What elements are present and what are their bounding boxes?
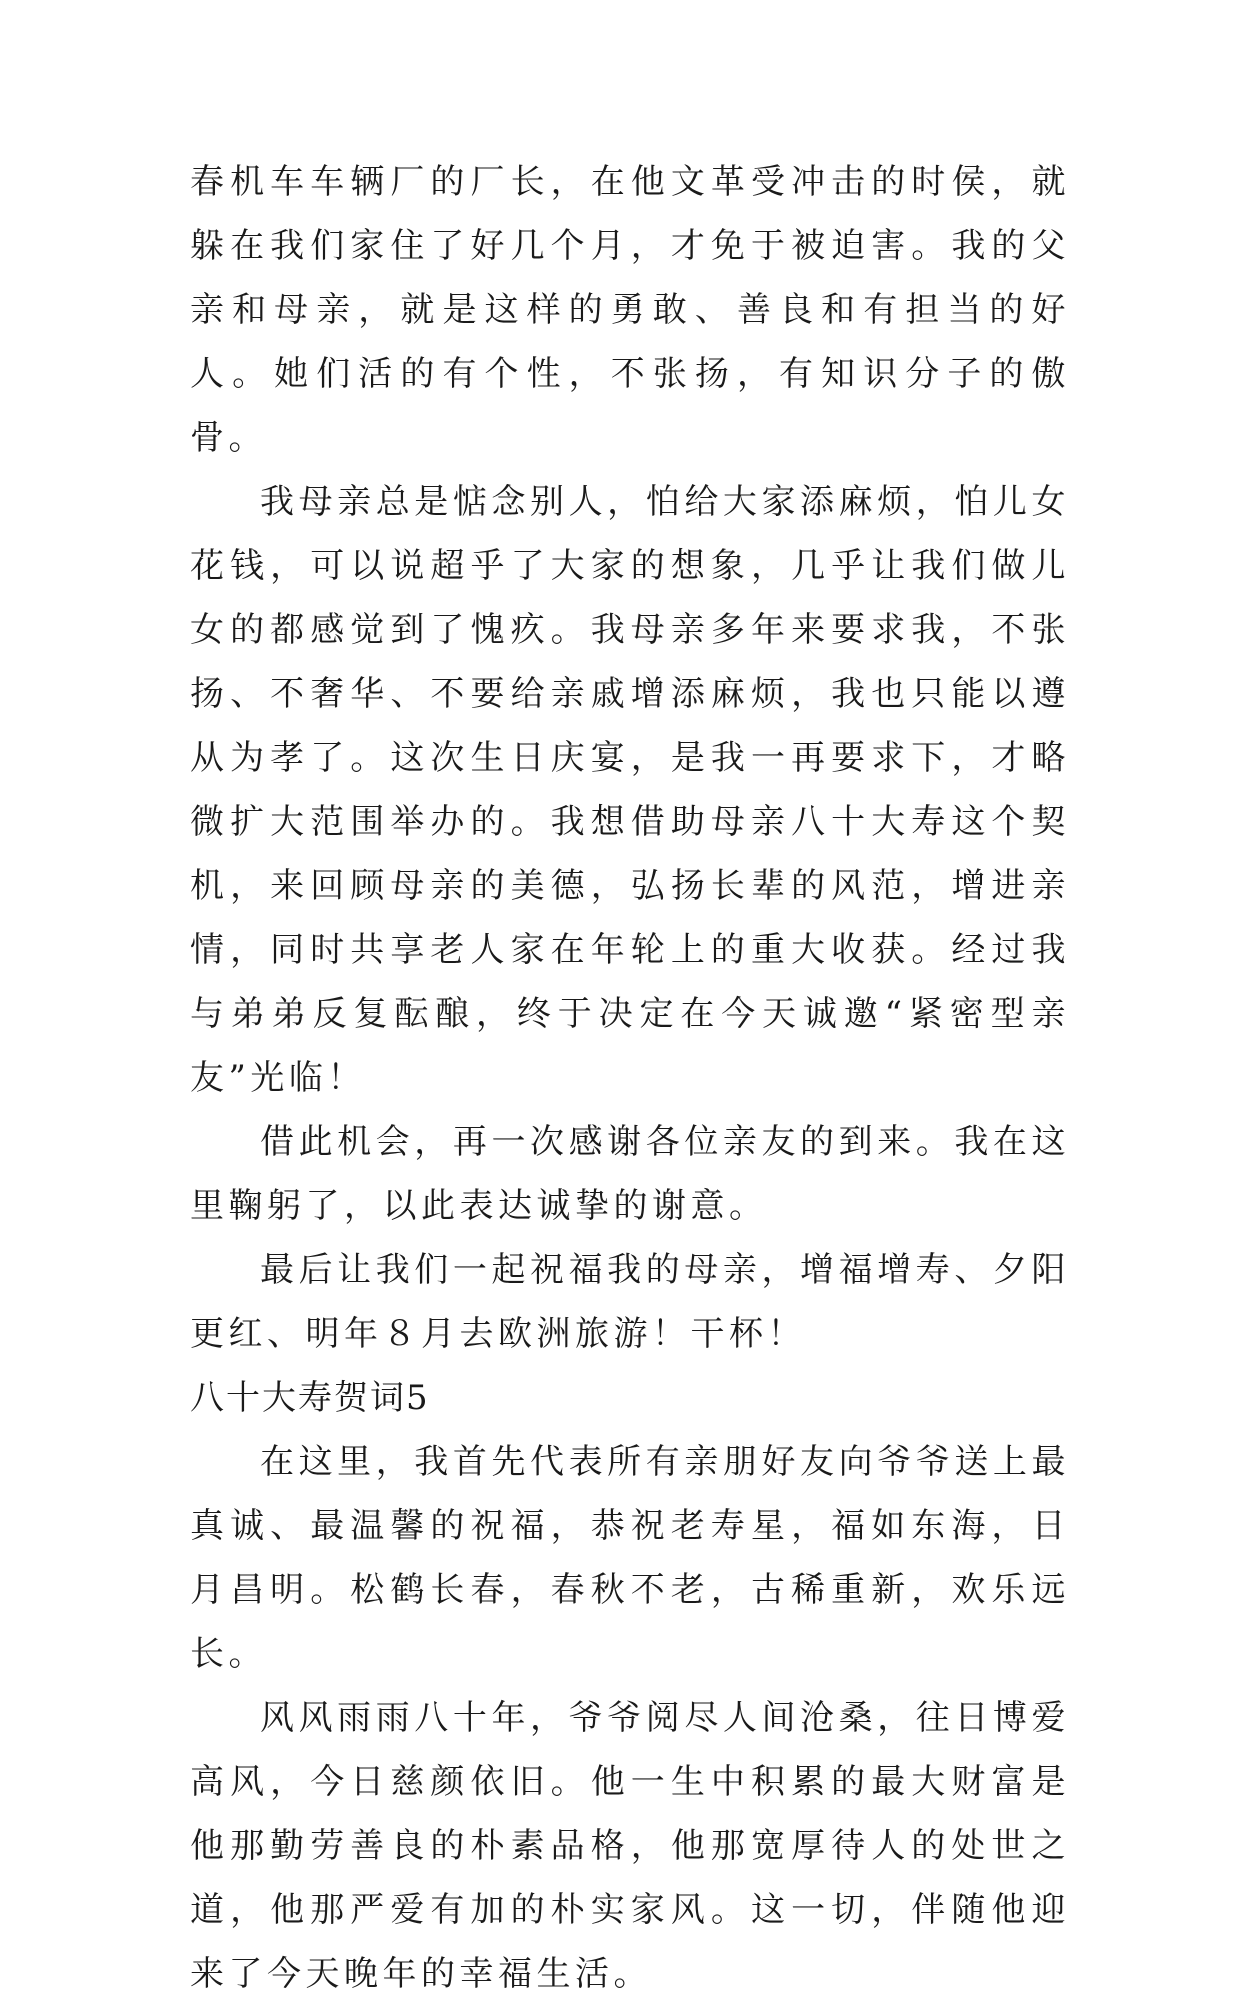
document-body <box>190 150 1070 2006</box>
paragraph: 我母亲总是惦念别人，怕给大家添麻烦，怕儿女花钱，可以说超乎了大家的想象，几乎让我们做儿女的都感觉到了愧疚。我母亲多年来要求我，不张扬、不奢华、不要给亲戚增添麻烦，我也只能以遵从为孝了。这次生日庆宴，是我一再要求下，才略微扩大范围举办的。我想借助母亲八十大寿这个契机，来回顾母亲的美德，弘扬长辈的风范，增进亲情，同时共享老人家在年轮上的重大收获。经过我与弟弟反复酝酿，终于决定在今天诚邀“紧密型亲友”光临！ <box>190 482 1070 1098</box>
paragraph: 最后让我们一起祝福我的母亲，增福增寿、夕阳更红、明年８月去欧洲旅游！干杯！ <box>190 1250 1070 1354</box>
section-heading: 八十大寿贺词5 <box>190 1378 430 1418</box>
paragraph: 在这里，我首先代表所有亲朋好友向爷爷送上最真诚、最温馨的祝福，恭祝老寿星，福如东海，日月昌明。松鹤长春，春秋不老，古稀重新，欢乐远长。 <box>190 1442 1070 1674</box>
paragraph-continuation: 春机车车辆厂的厂长，在他文革受冲击的时侯，就躲在我们家住了好几个月，才免于被迫害。我的父亲和母亲，就是这样的勇敢、善良和有担当的好人。她们活的有个性，不张扬，有知识分子的傲骨。 <box>190 162 1070 458</box>
paragraph: 风风雨雨八十年，爷爷阅尽人间沧桑，往日博爱高风，今日慈颜依旧。他一生中积累的最大财富是他那勤劳善良的朴素品格，他那宽厚待人的处世之道，他那严爱有加的朴实家风。这一切，伴随他迎来了今天晚年的幸福生活。 <box>190 1698 1070 1994</box>
paragraph: 借此机会，再一次感谢各位亲友的到来。我在这里鞠躬了，以此表达诚挚的谢意。 <box>190 1122 1070 1226</box>
